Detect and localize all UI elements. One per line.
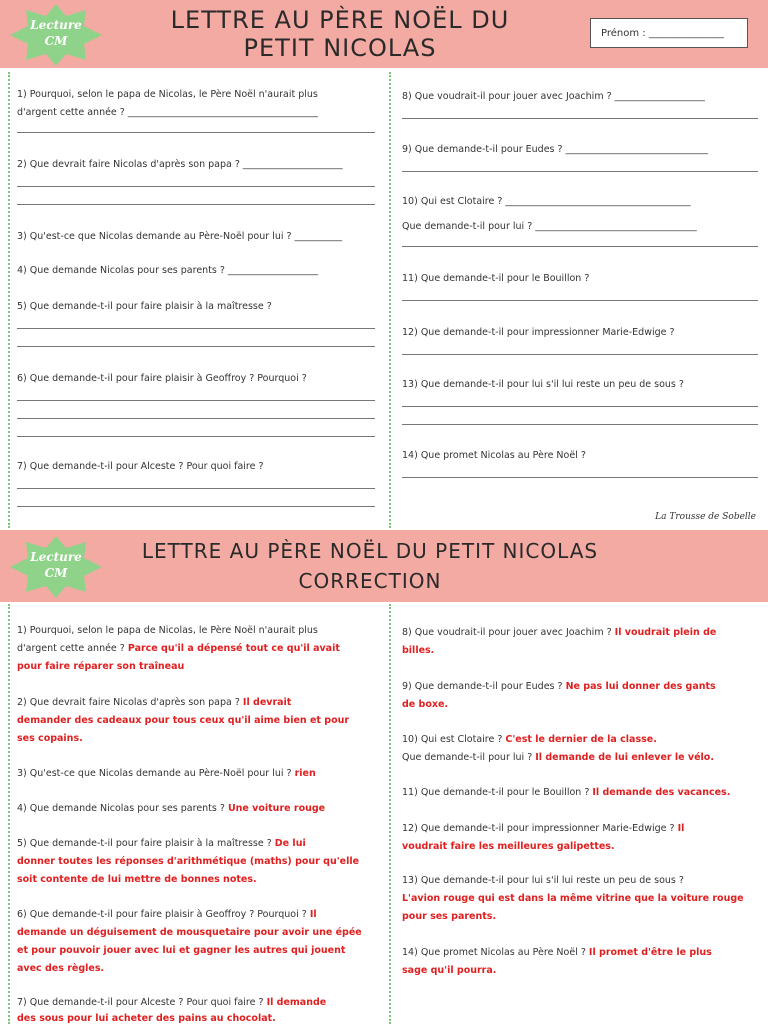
correction-q7: 7) Que demande-t-il pour Alceste ? Pour quoi faire ? Il demande xyxy=(17,997,327,1008)
correction-q2: 2) Que devrait faire Nicolas d'après son papa ? Il devrait xyxy=(17,697,292,708)
answer-text: L'avion rouge qui est dans la même vitrine que la voiture rouge xyxy=(402,893,744,904)
answer-text: soit contente de lui mettre de bonnes notes. xyxy=(17,874,257,885)
correction-q10: 10) Qui est Clotaire ? C'est le dernier de la classe. xyxy=(402,734,657,745)
question-4: 4) Que demande Nicolas pour ses parents ? ___________________ xyxy=(17,265,319,276)
question-3: 3) Qu'est-ce que Nicolas demande au Père-Noël pour lui ? __________ xyxy=(17,231,343,242)
answer-text: Il demande des vacances. xyxy=(592,787,731,798)
correction-q10b: Que demande-t-il pour lui ? Il demande de lui enlever le vélo. xyxy=(402,752,714,763)
answer-line[interactable] xyxy=(17,506,375,507)
middle-dotted-divider xyxy=(389,72,391,528)
answer-text: Il voudrait plein de xyxy=(614,627,717,638)
badge-line2: CM xyxy=(44,34,68,48)
answer-line[interactable] xyxy=(402,246,758,247)
question-8: 8) Que voudrait-il pour jouer avec Joachim ? ___________________ xyxy=(402,91,705,102)
answer-line[interactable] xyxy=(17,400,375,401)
correction-q13: 13) Que demande-t-il pour lui s'il lui reste un peu de sous ? xyxy=(402,875,684,886)
answer-text: Il promet d'être le plus xyxy=(588,947,712,958)
answer-line[interactable] xyxy=(17,132,375,133)
answer-line[interactable] xyxy=(17,346,375,347)
correction-q3: 3) Qu'est-ce que Nicolas demande au Père-Noël pour lui ? rien xyxy=(17,768,316,779)
answer-text: et pour pouvoir jouer avec lui et gagner les autres qui jouent xyxy=(17,945,346,956)
question-7: 7) Que demande-t-il pour Alceste ? Pour quoi faire ? xyxy=(17,461,264,472)
answer-line[interactable] xyxy=(402,424,758,425)
question-10: 10) Qui est Clotaire ? _______________________________________ xyxy=(402,196,691,207)
question-14: 14) Que promet Nicolas au Père Noël ? xyxy=(402,450,586,461)
answer-text: billes. xyxy=(402,645,435,656)
answer-text: Il xyxy=(309,909,317,920)
answer-text: donner toutes les réponses d'arithmétique (maths) pour qu'elle xyxy=(17,856,360,867)
left-dotted-border xyxy=(8,604,10,1024)
answer-text: voudrait faire les meilleures galipettes. xyxy=(402,841,615,852)
answer-text: demande un déguisement de mousquetaire pour avoir une épée xyxy=(17,927,362,938)
answer-text: de boxe. xyxy=(402,699,449,710)
answer-text: des sous pour lui acheter des pains au chocolat. xyxy=(17,1013,276,1024)
answer-text: pour faire réparer son traîneau xyxy=(17,661,185,672)
answer-line[interactable] xyxy=(402,406,758,407)
title-line1: LETTRE AU PÈRE NOËL DU xyxy=(170,6,510,34)
correction-title xyxy=(110,536,630,596)
question-11: 11) Que demande-t-il pour le Bouillon ? xyxy=(402,273,590,284)
correction-q9: 9) Que demande-t-il pour Eudes ? Ne pas lui donner des gants xyxy=(402,681,716,692)
answer-text: De lui xyxy=(274,838,306,849)
title-line2: PETIT NICOLAS xyxy=(243,34,437,62)
answer-text: pour ses parents. xyxy=(402,911,497,922)
question-1: 1) Pourquoi, selon le papa de Nicolas, le Père Noël n'aurait plus xyxy=(17,89,318,100)
correction-q6: 6) Que demande-t-il pour faire plaisir à Geoffroy ? Pourquoi ? Il xyxy=(17,909,317,920)
question-12: 12) Que demande-t-il pour impressionner Marie-Edwige ? xyxy=(402,327,675,338)
question-1-cont: d'argent cette année ? ________________________________________ xyxy=(17,107,318,118)
answer-text: Il demande de lui enlever le vélo. xyxy=(535,752,714,763)
answer-text: Une voiture rouge xyxy=(227,803,326,814)
badge-line1: Lecture xyxy=(30,550,82,564)
answer-line[interactable] xyxy=(402,300,758,301)
question-9: 9) Que demande-t-il pour Eudes ? ______________________________ xyxy=(402,144,709,155)
question-13: 13) Que demande-t-il pour lui s'il lui reste un peu de sous ? xyxy=(402,379,684,390)
correction-q4: 4) Que demande Nicolas pour ses parents ? Une voiture rouge xyxy=(17,803,326,814)
answer-text: Il demande xyxy=(266,997,327,1008)
answer-text: ses copains. xyxy=(17,733,83,744)
answer-text: Il xyxy=(677,823,685,834)
page-title xyxy=(110,6,570,62)
answer-line[interactable] xyxy=(17,418,375,419)
credit-signature: La Trousse de Sobelle xyxy=(655,512,756,522)
question-10b: Que demande-t-il pour lui ? __________________________________ xyxy=(402,221,697,232)
correction-q11: 11) Que demande-t-il pour le Bouillon ? Il demande des vacances. xyxy=(402,787,731,798)
answer-text: C'est le dernier de la classe. xyxy=(505,734,657,745)
prenom-field[interactable]: Prénom : _______________ xyxy=(590,18,748,48)
correction-q14: 14) Que promet Nicolas au Père Noël ? Il promet d'être le plus xyxy=(402,947,712,958)
answer-text: Ne pas lui donner des gants xyxy=(565,681,716,692)
lecture-badge-text xyxy=(8,2,104,68)
answer-text: Parce qu'il a dépensé tout ce qu'il avait xyxy=(127,643,340,654)
answer-text: Il devrait xyxy=(242,697,292,708)
question-6: 6) Que demande-t-il pour faire plaisir à Geoffroy ? Pourquoi ? xyxy=(17,373,307,384)
answer-text: demander des cadeaux pour tous ceux qu'il aime bien et pour xyxy=(17,715,350,726)
answer-text: rien xyxy=(294,768,316,779)
correction-q8: 8) Que voudrait-il pour jouer avec Joachim ? Il voudrait plein de xyxy=(402,627,717,638)
correction-title-line2: CORRECTION xyxy=(298,569,442,593)
answer-line[interactable] xyxy=(402,171,758,172)
correction-q12: 12) Que demande-t-il pour impressionner Marie-Edwige ? Il xyxy=(402,823,685,834)
answer-line[interactable] xyxy=(17,204,375,205)
question-2: 2) Que devrait faire Nicolas d'après son papa ? _____________________ xyxy=(17,159,343,170)
answer-text: sage qu'il pourra. xyxy=(402,965,497,976)
left-dotted-border xyxy=(8,72,10,528)
lecture-badge-text xyxy=(8,534,104,600)
answer-line[interactable] xyxy=(402,477,758,478)
answer-line[interactable] xyxy=(402,354,758,355)
answer-line[interactable] xyxy=(402,118,758,119)
answer-line[interactable] xyxy=(17,436,375,437)
middle-dotted-divider xyxy=(389,604,391,1024)
question-5: 5) Que demande-t-il pour faire plaisir à la maîtresse ? xyxy=(17,301,272,312)
answer-line[interactable] xyxy=(17,328,375,329)
answer-text: avec des règles. xyxy=(17,963,105,974)
badge-line1: Lecture xyxy=(30,18,82,32)
correction-q1: 1) Pourquoi, selon le papa de Nicolas, le Père Noël n'aurait plus xyxy=(17,625,318,636)
correction-q1-cont: d'argent cette année ? Parce qu'il a dépensé tout ce qu'il avait xyxy=(17,643,340,654)
answer-line[interactable] xyxy=(17,488,375,489)
correction-title-line1: LETTRE AU PÈRE NOËL DU PETIT NICOLAS xyxy=(141,539,599,563)
answer-line[interactable] xyxy=(17,186,375,187)
correction-q5: 5) Que demande-t-il pour faire plaisir à la maîtresse ? De lui xyxy=(17,838,306,849)
badge-line2: CM xyxy=(44,566,68,580)
